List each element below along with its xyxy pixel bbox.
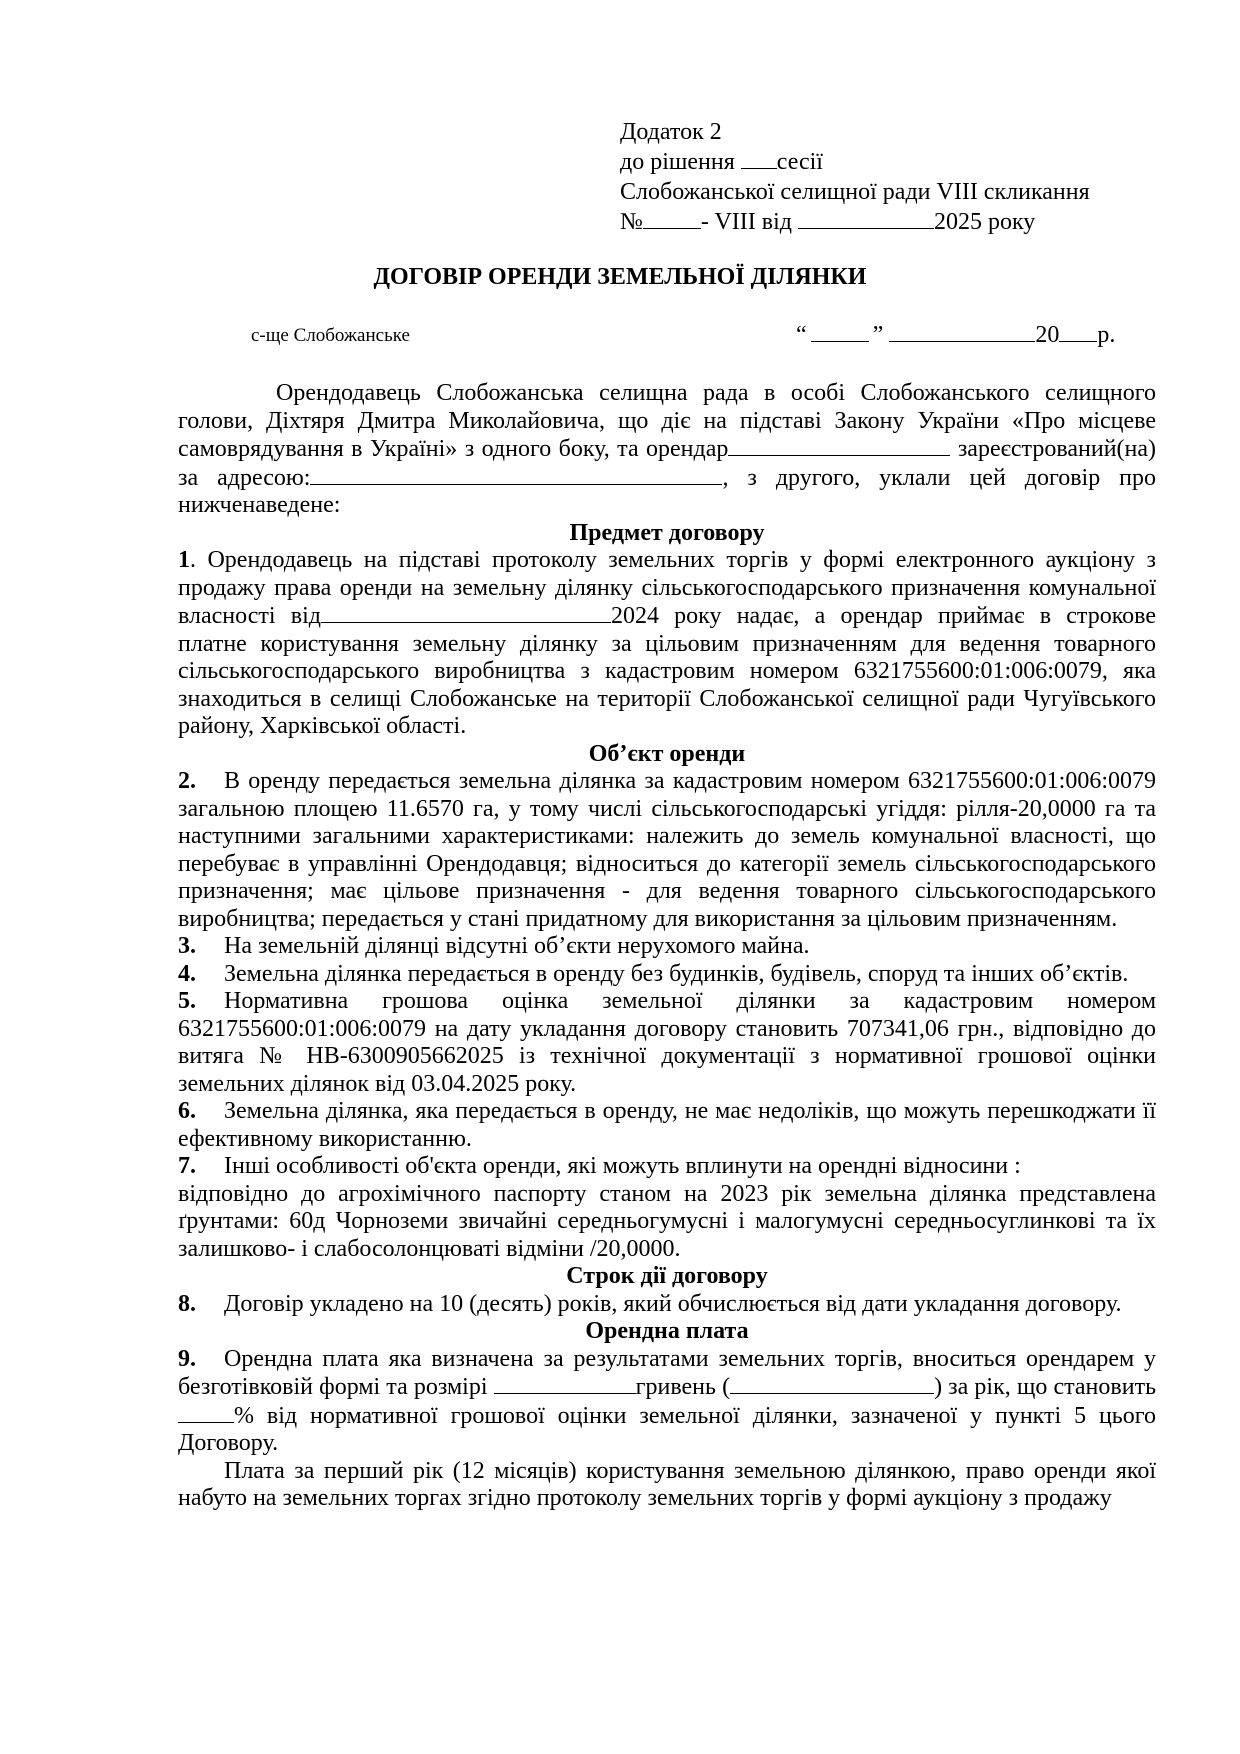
clause-4-text: Земельна ділянка передається в оренду без будинків, будівель, споруд та інших об’єктів.: [224, 960, 1129, 987]
document-title: ДОГОВІР ОРЕНДИ ЗЕМЕЛЬНОЇ ДІЛЯНКИ: [373, 264, 867, 290]
clause-2: [178, 768, 1156, 933]
addendum-session-label: сесії: [776, 149, 823, 175]
addendum-year-label: 2025 року: [933, 209, 1036, 235]
section-heading-subject: Предмет договору: [569, 519, 765, 546]
clause-6-number: 6.: [178, 1098, 196, 1124]
month-blank: [889, 321, 1035, 342]
clause-5-text: Нормативна грошова оцінка земельної ділянки за кадастровим номером 6321755600:01:006:0079 на дату укладання договору становить 707341,06 грн., відповідно до витяга № НВ-6300905662025 із технічної документації з нормативної грошової оцінки земельних ділянок від 03.04.2025 року.: [178, 988, 1156, 1097]
addendum-line-3: Слобожанської селищної ради VIII скликання: [620, 179, 1090, 205]
tenant-name-blank: [728, 435, 950, 456]
date-suffix: р.: [1097, 322, 1116, 348]
clause-1: [178, 547, 1156, 741]
contract-date-line: [796, 320, 1115, 350]
tenant-address-blank: [310, 464, 722, 485]
date-year-prefix: 20: [1035, 322, 1060, 348]
clause-9-text-4: % від нормативної грошової оцінки земельної ділянки, зазначеної у пункті 5 цього Договору.: [178, 1402, 1156, 1456]
rent-amount-blank: [494, 1373, 636, 1394]
addendum-number-sign: №: [620, 209, 643, 235]
year-blank: [1059, 321, 1097, 342]
decision-date-blank: [798, 208, 934, 229]
session-number-blank: [741, 148, 777, 169]
clause-1-number: 1: [178, 547, 190, 573]
date-close-quote: ”: [872, 322, 884, 348]
clause-6-text: Земельна ділянка, яка передається в оренду, не має недоліків, що можуть перешкоджати її ефективному використанню.: [178, 1098, 1156, 1152]
addendum-line-2: [620, 147, 1090, 177]
clause-9: [178, 1346, 1156, 1458]
clause-7: [178, 1153, 1156, 1181]
clause-4: [178, 961, 1156, 989]
clause-1-text-1: . Орендодавець на підставі протоколу земельних торгів у формі електронного аукціону з продажу права оренди на земельну ділянку сільськогосподарського призначення комунальної власності від: [178, 547, 1156, 629]
clause-7-text: Інші особливості об'єкта оренди, які можуть вплинути на орендні відносини :: [224, 1153, 1021, 1179]
date-open-quote: “: [796, 322, 807, 348]
clause-3-text: На земельній ділянці відсутні об’єкти нерухомого майна.: [224, 933, 810, 959]
clause-1-text-2: 2024 року надає, а орендар приймає в строкове платне користування земельну ділянку за цільовим призначенням для ведення товарного сільськогосподарського виробництва з кадастровим номером 6321755600:01:006:0079, яка знаходиться в селищі Слобожанське на території Слобожанської селищної ради Чугуївського району, Харківської області.: [178, 603, 1156, 739]
clause-2-number: 2.: [178, 768, 196, 794]
clause-3-number: 3.: [178, 933, 196, 959]
intro-paragraph: [178, 380, 1156, 520]
section-heading-term: Строк дії договору: [566, 1263, 768, 1289]
intro-text-1: Орендодавець Слобожанська селищна рада в особі Слобожанського селищного голови, Діхтяря Дмитра Миколайовича, що діє на підставі Закону України «Про місцеве самоврядування в Україні» з одного боку, та орендар: [178, 380, 1156, 462]
first-year-payment-paragraph: Плата за перший рік (12 місяців) користування земельною ділянкою, право оренди якої набуто на земельних торгах згідно протоколу земельних торгів у формі аукціону з продажу: [178, 1457, 1156, 1511]
addendum-line-4: [620, 207, 1090, 237]
rent-percent-blank: [178, 1402, 234, 1423]
clause-8-number: 8.: [178, 1290, 196, 1317]
clause-9-text-3: ) за рік, що становить: [934, 1374, 1157, 1400]
clause-2-text: В оренду передається земельна ділянка за кадастровим номером 6321755600:01:006:0079 загальною площею 11.6570 га, у тому числі сільськогосподарські угіддя: рілля-20,0000 га та наступними загальними характеристиками: належить до земель комунальної власності, що перебуває в управлінні Орендодавця; відноситься до категорії земель сільськогосподарського призначення; має цільове призначення - для ведення товарного сільськогосподарського виробництва; передається у стані придатному для використання за цільовим призначенням.: [178, 768, 1156, 932]
clause-8-text: Договір укладено на 10 (десять) років, який обчислюється від дати укладання договору.: [224, 1290, 1122, 1317]
addendum-convocation-label: - VIII від: [700, 209, 798, 235]
clause-3: [178, 933, 1156, 961]
clause-9-text-2: гривень (: [635, 1374, 731, 1400]
protocol-date-blank: [321, 602, 611, 623]
clause-5-number: 5.: [178, 988, 196, 1014]
section-heading-rent: Орендна плата: [585, 1318, 749, 1344]
clause-9-text-1: Орендна плата яка визначена за результатами земельних торгів, вноситься орендарем у безготівковій формі та розмірі: [178, 1345, 1156, 1400]
clause-4-number: 4.: [178, 960, 196, 987]
clause-9-number: 9.: [178, 1345, 196, 1372]
clause-6: [178, 1098, 1156, 1153]
intro-text-3: , з другого, уклали цей договір про нижченаведене:: [178, 464, 1156, 518]
intro-text-2: зареєстрований(на) за адресою:: [178, 436, 1157, 491]
day-blank: [811, 321, 869, 342]
addendum-line-1: Додаток 2: [620, 119, 722, 145]
decision-number-blank: [643, 208, 701, 229]
addendum-decision-label: до рішення: [620, 149, 741, 175]
clause-8: [178, 1291, 1156, 1319]
contract-place: с-ще Слобожанське: [251, 325, 410, 346]
clause-7-number: 7.: [178, 1153, 196, 1179]
rent-words-blank: [730, 1373, 934, 1394]
clause-7-continuation: відповідно до агрохімічного паспорту станом на 2023 рік земельна ділянка представлена ґрунтами: 60д Чорноземи звичайні середньогумусні і малогумусні середньосуглинкові та їх залишково- і слабосолонцюваті відміни /20,0000.: [178, 1180, 1156, 1262]
contract-body: [178, 380, 1156, 1513]
addendum-block: [620, 117, 1090, 237]
clause-5: [178, 988, 1156, 1098]
section-heading-object: Об’єкт оренди: [588, 740, 746, 767]
